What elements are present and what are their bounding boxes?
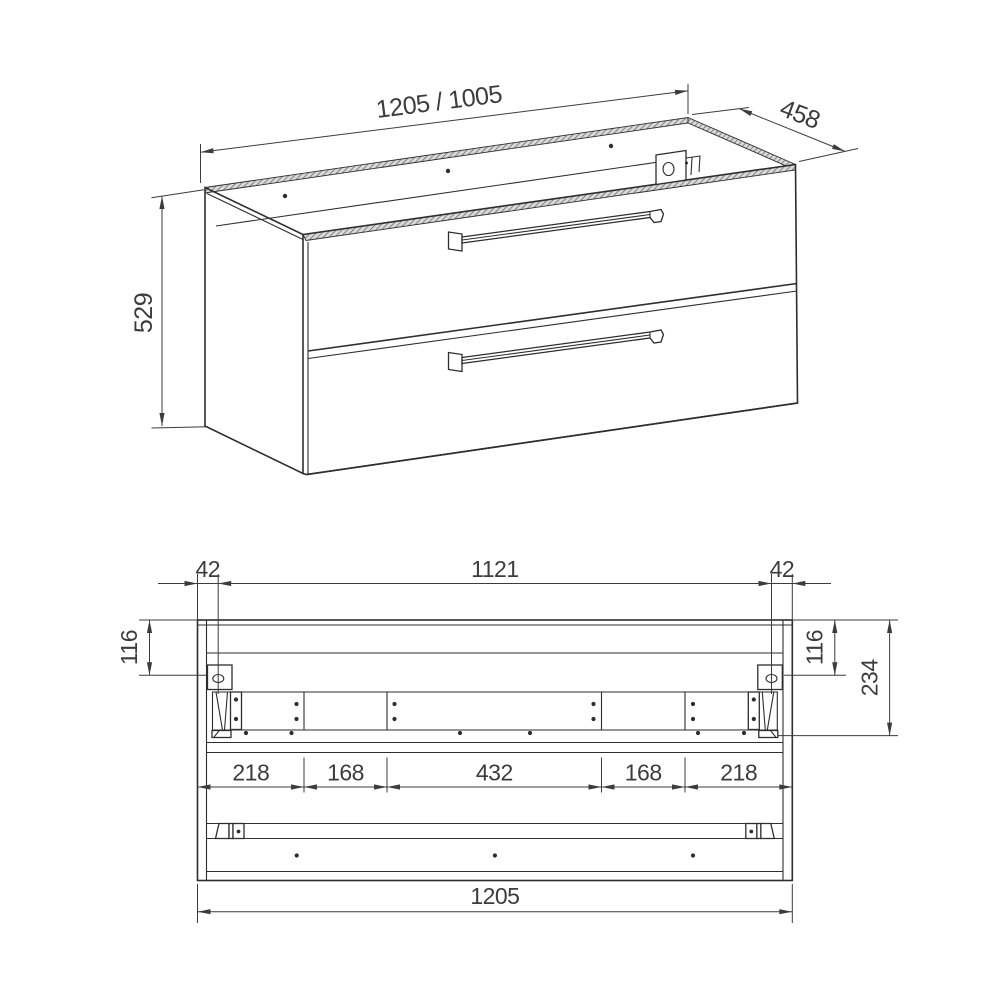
wall-bracket-left bbox=[208, 665, 233, 690]
dim-overall-width bbox=[198, 883, 793, 923]
arrowhead bbox=[792, 581, 805, 586]
back-panel-hole-dot bbox=[446, 169, 450, 173]
left-offset-label: 42 bbox=[195, 556, 221, 582]
drawer-slide-left bbox=[212, 692, 242, 738]
arrowhead bbox=[147, 662, 152, 675]
back-top-edge-band bbox=[205, 118, 688, 194]
back-panel-hole-dot bbox=[609, 144, 613, 148]
back-panel-hole-dot bbox=[283, 194, 287, 198]
arrowhead bbox=[832, 662, 837, 675]
segment-label-1: 218 bbox=[232, 759, 270, 786]
overall-width-label: 1205 bbox=[470, 883, 520, 909]
arrowhead bbox=[387, 784, 400, 789]
iso-width-label: 1205 / 1005 bbox=[374, 80, 504, 124]
arrowhead bbox=[602, 784, 615, 789]
drawer-slide-zone bbox=[212, 692, 778, 738]
isometric-view bbox=[130, 80, 858, 474]
arrowhead bbox=[291, 784, 304, 789]
extension-line bbox=[198, 574, 793, 694]
arrowhead bbox=[198, 909, 211, 914]
arrowhead bbox=[374, 784, 387, 789]
front-rail bbox=[207, 824, 784, 858]
iso-height-label: 529 bbox=[130, 292, 158, 334]
arrowhead bbox=[832, 144, 845, 151]
arrowhead bbox=[159, 413, 164, 426]
arrowhead bbox=[779, 784, 792, 789]
arrowhead bbox=[887, 723, 892, 736]
detail-view bbox=[116, 556, 898, 923]
arrowhead bbox=[198, 784, 211, 789]
wall-bracket-right bbox=[758, 665, 783, 690]
arrowhead bbox=[832, 620, 837, 633]
arrowhead bbox=[779, 909, 792, 914]
cabinet-bottom-front-edge bbox=[307, 403, 798, 475]
extension-line bbox=[152, 190, 209, 428]
arrowhead bbox=[739, 109, 752, 116]
bottom-screw-dot bbox=[295, 853, 299, 857]
dim-segment-row bbox=[198, 758, 793, 793]
panel-joint-line bbox=[304, 692, 685, 730]
arrowhead bbox=[159, 196, 164, 209]
left-bracket-depth-label: 116 bbox=[116, 630, 142, 666]
slide-depth-label: 234 bbox=[856, 659, 883, 697]
dim-234 bbox=[778, 620, 898, 736]
segment-label-5: 218 bbox=[720, 759, 758, 786]
arrowhead bbox=[685, 784, 698, 789]
arrowhead bbox=[887, 620, 892, 633]
center-span-label: 1121 bbox=[471, 556, 519, 582]
right-bracket-depth-label: 116 bbox=[801, 630, 828, 666]
left-panel-outline bbox=[205, 188, 303, 474]
iso-depth-label: 458 bbox=[776, 94, 824, 135]
dim-iso-height bbox=[130, 190, 208, 428]
arrowhead bbox=[147, 620, 152, 633]
drawer-slide-right bbox=[748, 692, 778, 738]
front-face-outline bbox=[303, 165, 798, 475]
drawer-handle-bottom bbox=[449, 330, 664, 372]
drawer-divider-upper bbox=[308, 284, 797, 352]
bottom-screw-dot bbox=[493, 853, 497, 857]
front-rail-bracket-right bbox=[746, 824, 775, 839]
arrowhead bbox=[589, 784, 602, 789]
arrowhead bbox=[672, 784, 685, 789]
left-panel-top-edge-inner bbox=[207, 194, 303, 240]
segment-label-3: 432 bbox=[475, 759, 513, 786]
segment-label-4: 168 bbox=[624, 759, 662, 786]
front-rail-bracket-left bbox=[216, 824, 245, 839]
dim-116-left bbox=[116, 620, 207, 675]
arrowhead bbox=[218, 581, 231, 586]
dim-iso-depth bbox=[692, 94, 858, 161]
bottom-screw-dot bbox=[691, 853, 695, 857]
cabinet-outline bbox=[198, 620, 793, 881]
right-offset-label: 42 bbox=[769, 556, 795, 582]
arrowhead bbox=[304, 784, 317, 789]
segment-label-2: 168 bbox=[327, 759, 364, 786]
